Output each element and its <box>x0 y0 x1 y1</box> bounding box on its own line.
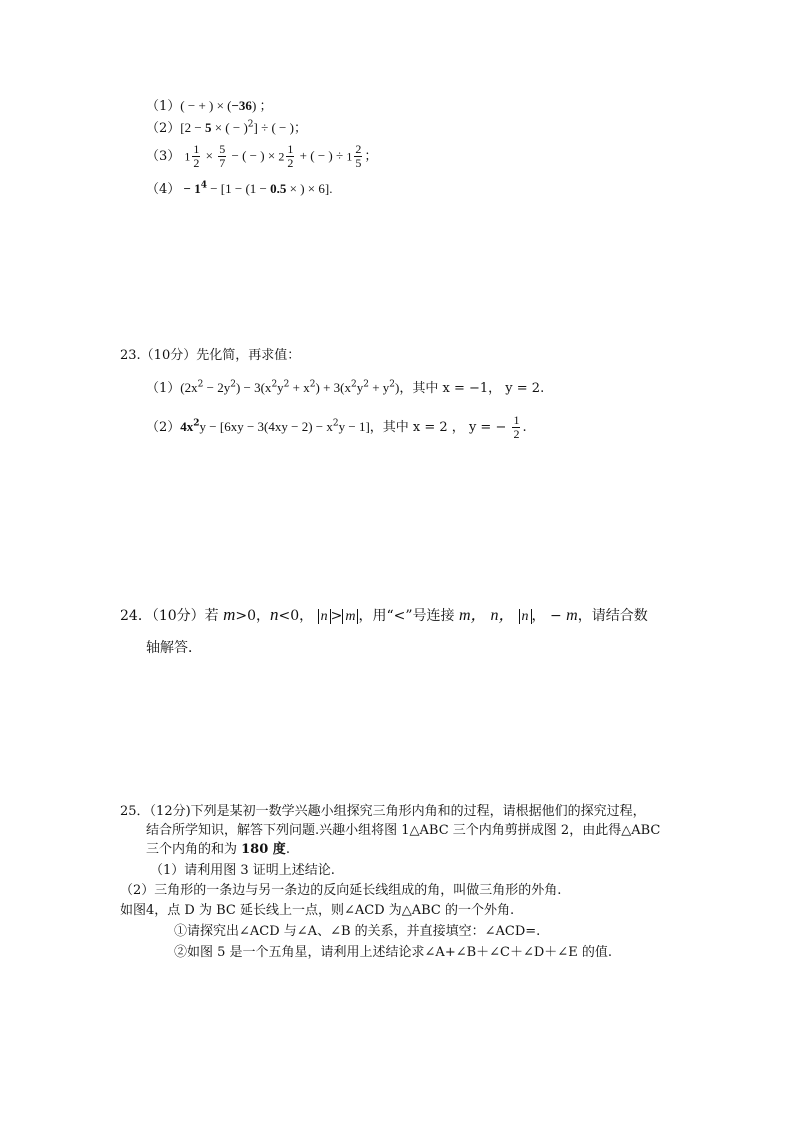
q22-part1-expr-c: ) ； <box>251 98 273 113</box>
q23-part2-index: （2） <box>146 420 181 435</box>
q23-part1-e8: 2 <box>389 379 396 390</box>
q22-part1-index: （1） <box>146 99 181 114</box>
frac-denominator: 5 <box>355 156 362 170</box>
q23-part1-t9: ) <box>395 380 400 395</box>
q22-part2-expr-b: 5 <box>204 120 212 135</box>
q24-var-m: m <box>223 605 236 624</box>
q24-line1 <box>120 606 648 626</box>
q23-part1-e7: 2 <box>363 379 369 390</box>
q22-part2-expr-c: × ( − ) <box>211 120 248 135</box>
q22-part4-expr-e: × ) × 6]. <box>286 181 333 196</box>
q25-line6: 如图4，点 D 为 BC 延长线上一点，则∠ACD 为△ABC 的一个外角. <box>120 903 515 918</box>
q23-part1-e5: 2 <box>309 379 316 390</box>
frac-numerator: 2 <box>355 142 362 156</box>
q25-line8: ②如图 5 是一个五角星，请利用上述结论求∠A+∠B＋∠C＋∠D＋∠E 的值. <box>174 945 612 960</box>
q22-part2-index: （2） <box>146 121 181 136</box>
q22-part3-whole3: 1 <box>346 149 353 164</box>
q23-part2-condition: ，其中 x = 2 ， y = − <box>369 420 511 435</box>
q22-part2-expr-e: ] ÷ ( − )； <box>253 120 307 135</box>
frac-denominator: 2 <box>287 156 294 170</box>
q22-part1 <box>146 97 273 116</box>
q25-line7: ①请探究出∠ACD 与∠A、∠B 的关系，并直接填空：∠ACD=. <box>174 924 541 939</box>
frac-denominator: 2 <box>193 156 200 170</box>
q25-line1: 25．（12分)下列是某初一数学兴趣小组探究三角形内角和的过程，请根据他们的探究过程， <box>120 804 646 819</box>
q24-abs-n2: n <box>519 609 532 624</box>
q25-line3-bold: 180 度 <box>241 842 286 857</box>
q25-line3-c: . <box>285 842 290 857</box>
q24-text-c: <0， <box>278 608 314 624</box>
q23-part2 <box>146 412 527 443</box>
q22-part3-whole1: 1 <box>184 149 191 164</box>
q25-line3-a: 三个内角的和为 <box>146 842 242 857</box>
q23-part1-t6: ) + 3(x <box>315 380 351 395</box>
q23-part1-t8: + y <box>368 380 390 395</box>
frac-denominator: 2 <box>513 427 520 441</box>
q23-part1-t4: y <box>277 380 284 395</box>
q25-line5: （2）三角形的一条边与另一条边的反向延长线组成的角，叫做三角形的外角. <box>120 883 562 898</box>
q24-line2: 轴解答． <box>146 640 202 656</box>
q24-gt: > <box>330 608 343 624</box>
q23-part1-t1: (2x <box>180 380 198 395</box>
q23-heading: 23.（10分）先化简，再求值： <box>120 348 301 363</box>
q24-text-d: ，用“<”号连接 <box>358 608 459 624</box>
q22-part3-index: （3） <box>146 149 181 164</box>
q25-line2: 结合所学知识，解答下列问题.兴趣小组将图 1△ABC 三个内角剪拼成图 2，由此得△ABC <box>146 823 661 838</box>
q22-part2 <box>146 119 307 138</box>
q23-part1-condition: ，其中 x = −1， y = 2. <box>399 381 545 396</box>
q22-part4-index: （4） <box>146 182 181 197</box>
q24-text-b: >0， <box>235 608 271 624</box>
q23-part1-index: （1） <box>146 381 181 396</box>
q24-text-e: ， − <box>531 608 567 624</box>
q22-part3-frac3 <box>286 143 294 170</box>
q22-part3-whole2: 2 <box>278 149 285 164</box>
q23-part1-t7: y <box>356 380 364 395</box>
q22-part3 <box>146 141 377 172</box>
q22-part2-expr-a: [2 − <box>180 120 205 135</box>
q23-part2-t2: y − [6xy − 3(4xy − 2) − x <box>199 419 333 434</box>
q24-text-a: 24．（10分）若 <box>120 608 224 624</box>
q25-line4: （1）请利用图 3 证明上述结论. <box>150 863 335 878</box>
q23-part1-t2: − 2y <box>203 380 231 395</box>
q23-part1-t5: + x <box>289 380 310 395</box>
q23-part1-e3: 2 <box>271 379 278 390</box>
frac-denominator: 7 <box>219 156 226 170</box>
q23-part1-e6: 2 <box>350 379 357 390</box>
q22-part3-op1: × <box>202 148 217 163</box>
q24-list: m， n， <box>458 607 519 624</box>
q23-part2-t1: 4x <box>180 419 194 434</box>
q22-part4-exp: 4 <box>200 180 207 191</box>
q22-part3-frac1 <box>192 143 200 170</box>
q22-part1-expr-b: −36 <box>231 98 252 113</box>
q23-part2-end: . <box>522 420 527 435</box>
q23-part1-t3: ) − 3(x <box>235 380 272 395</box>
q23-part1-e2: 2 <box>230 379 236 390</box>
q22-part3-op2: − ( − ) × <box>228 148 279 163</box>
q22-part3-frac2 <box>218 143 226 170</box>
q24-abs-n: n <box>318 609 331 624</box>
q24-var-n: n <box>270 605 279 624</box>
q23-part1-e1: 2 <box>197 379 204 390</box>
q22-part3-op3: + ( − ) ÷ <box>296 148 347 163</box>
q22-part2-exp: 2 <box>247 119 254 130</box>
q22-part4-expr-a: − 1 <box>180 181 201 196</box>
q23-part2-e1: 2 <box>193 418 200 429</box>
q23-part1 <box>146 379 544 398</box>
q22-part3-frac4 <box>354 143 362 170</box>
q22-part4-expr-d: 0.5 <box>270 181 287 196</box>
q22-part3-end: ； <box>364 149 378 164</box>
q22-part1-expr-a: ( − + ) × ( <box>180 98 232 113</box>
q22-part4 <box>146 180 332 199</box>
q24-text-f: ，请结合数 <box>577 608 648 624</box>
frac-numerator: 1 <box>193 142 200 156</box>
q24-abs-m: m <box>342 609 358 624</box>
q23-part2-frac <box>512 414 520 441</box>
q23-part2-t3: y − 1] <box>338 419 370 434</box>
q25-line3 <box>146 841 290 859</box>
frac-numerator: 1 <box>513 413 520 427</box>
q23-part1-e4: 2 <box>283 379 290 390</box>
frac-numerator: 1 <box>287 142 294 156</box>
q24-var-m2: m <box>566 607 578 624</box>
q23-part2-e2: 2 <box>332 418 339 429</box>
frac-numerator: 5 <box>219 142 226 156</box>
q22-part4-expr-c: − [1 − (1 − <box>206 181 271 196</box>
